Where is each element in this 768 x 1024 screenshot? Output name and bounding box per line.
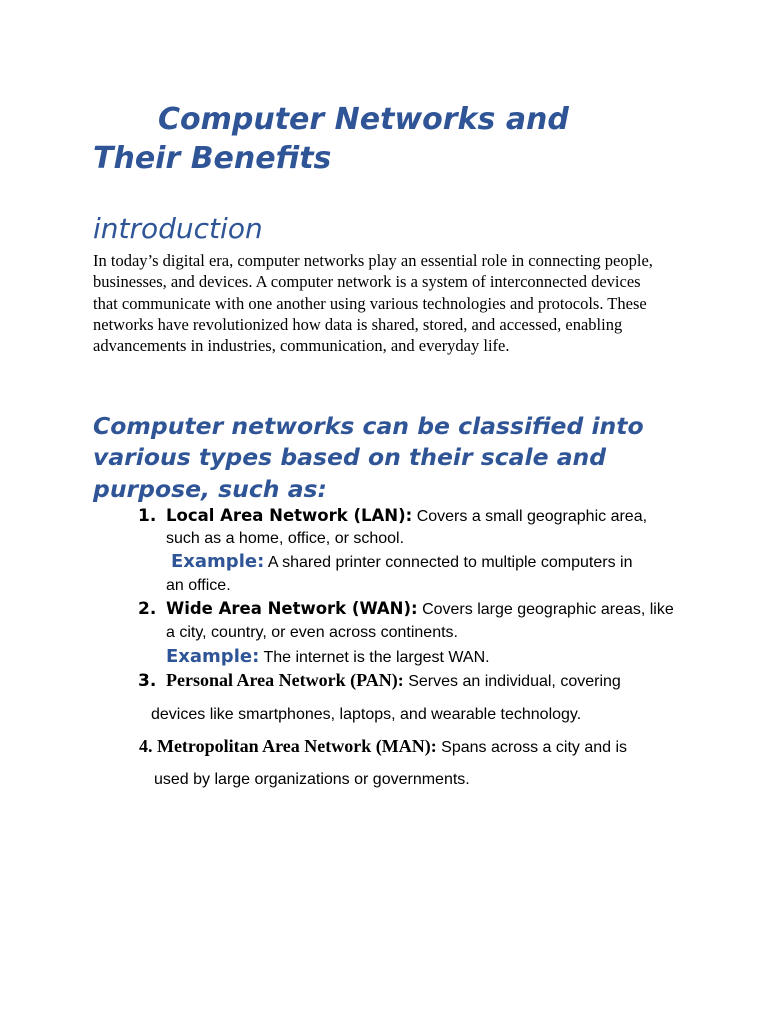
list-number: 2. [138,599,157,619]
list-item-label: Wide Area Network (WAN): [166,599,418,618]
document-title: Computer Networks and Their Benefits [93,102,569,176]
example-text: A shared printer connected to multiple computers in [264,554,633,571]
introduction-paragraph: In today’s digital era, computer networks play an essential role in connecting people, businesses, and devices. A computer network is a system of interconnected devices that communicate with one another using various technologies and protocols. These networks have revolutionized how data is shared, stored, and accessed, enabling advancements in industries, communication, and everyday life. [93,251,653,356]
list-item-description-cont: such as a home, office, or school. [166,530,405,547]
network-types-heading: Computer networks can be classified into various types based on their scale and purpose, such as: [93,412,644,503]
list-item-description: Serves an individual, covering [403,673,621,690]
introduction-heading: introduction [93,212,263,245]
example-label: Example: [166,646,260,667]
list-item-description-cont: a city, country, or even across continents. [166,624,458,641]
example-label: Example: [171,551,265,572]
list-item-description: Covers a small geographic area, [412,508,648,525]
list-number: 3. [138,671,157,691]
list-number: 1. [138,506,157,526]
list-item-label: Personal Area Network (PAN): [166,670,404,690]
example-text: The internet is the largest WAN. [259,649,490,666]
list-item-description-cont: devices like smartphones, laptops, and wearable technology. [151,706,582,723]
list-number: 4. [139,736,153,756]
list-item-description-cont: used by large organizations or governments. [154,771,470,788]
list-item-label: Metropolitan Area Network (MAN): [156,736,437,756]
list-item-description: Covers large geographic areas, like [417,601,674,618]
list-item-description: Spans across a city and is [436,739,628,756]
example-text-cont: an office. [166,577,231,594]
list-item-label: Local Area Network (LAN): [166,506,413,525]
